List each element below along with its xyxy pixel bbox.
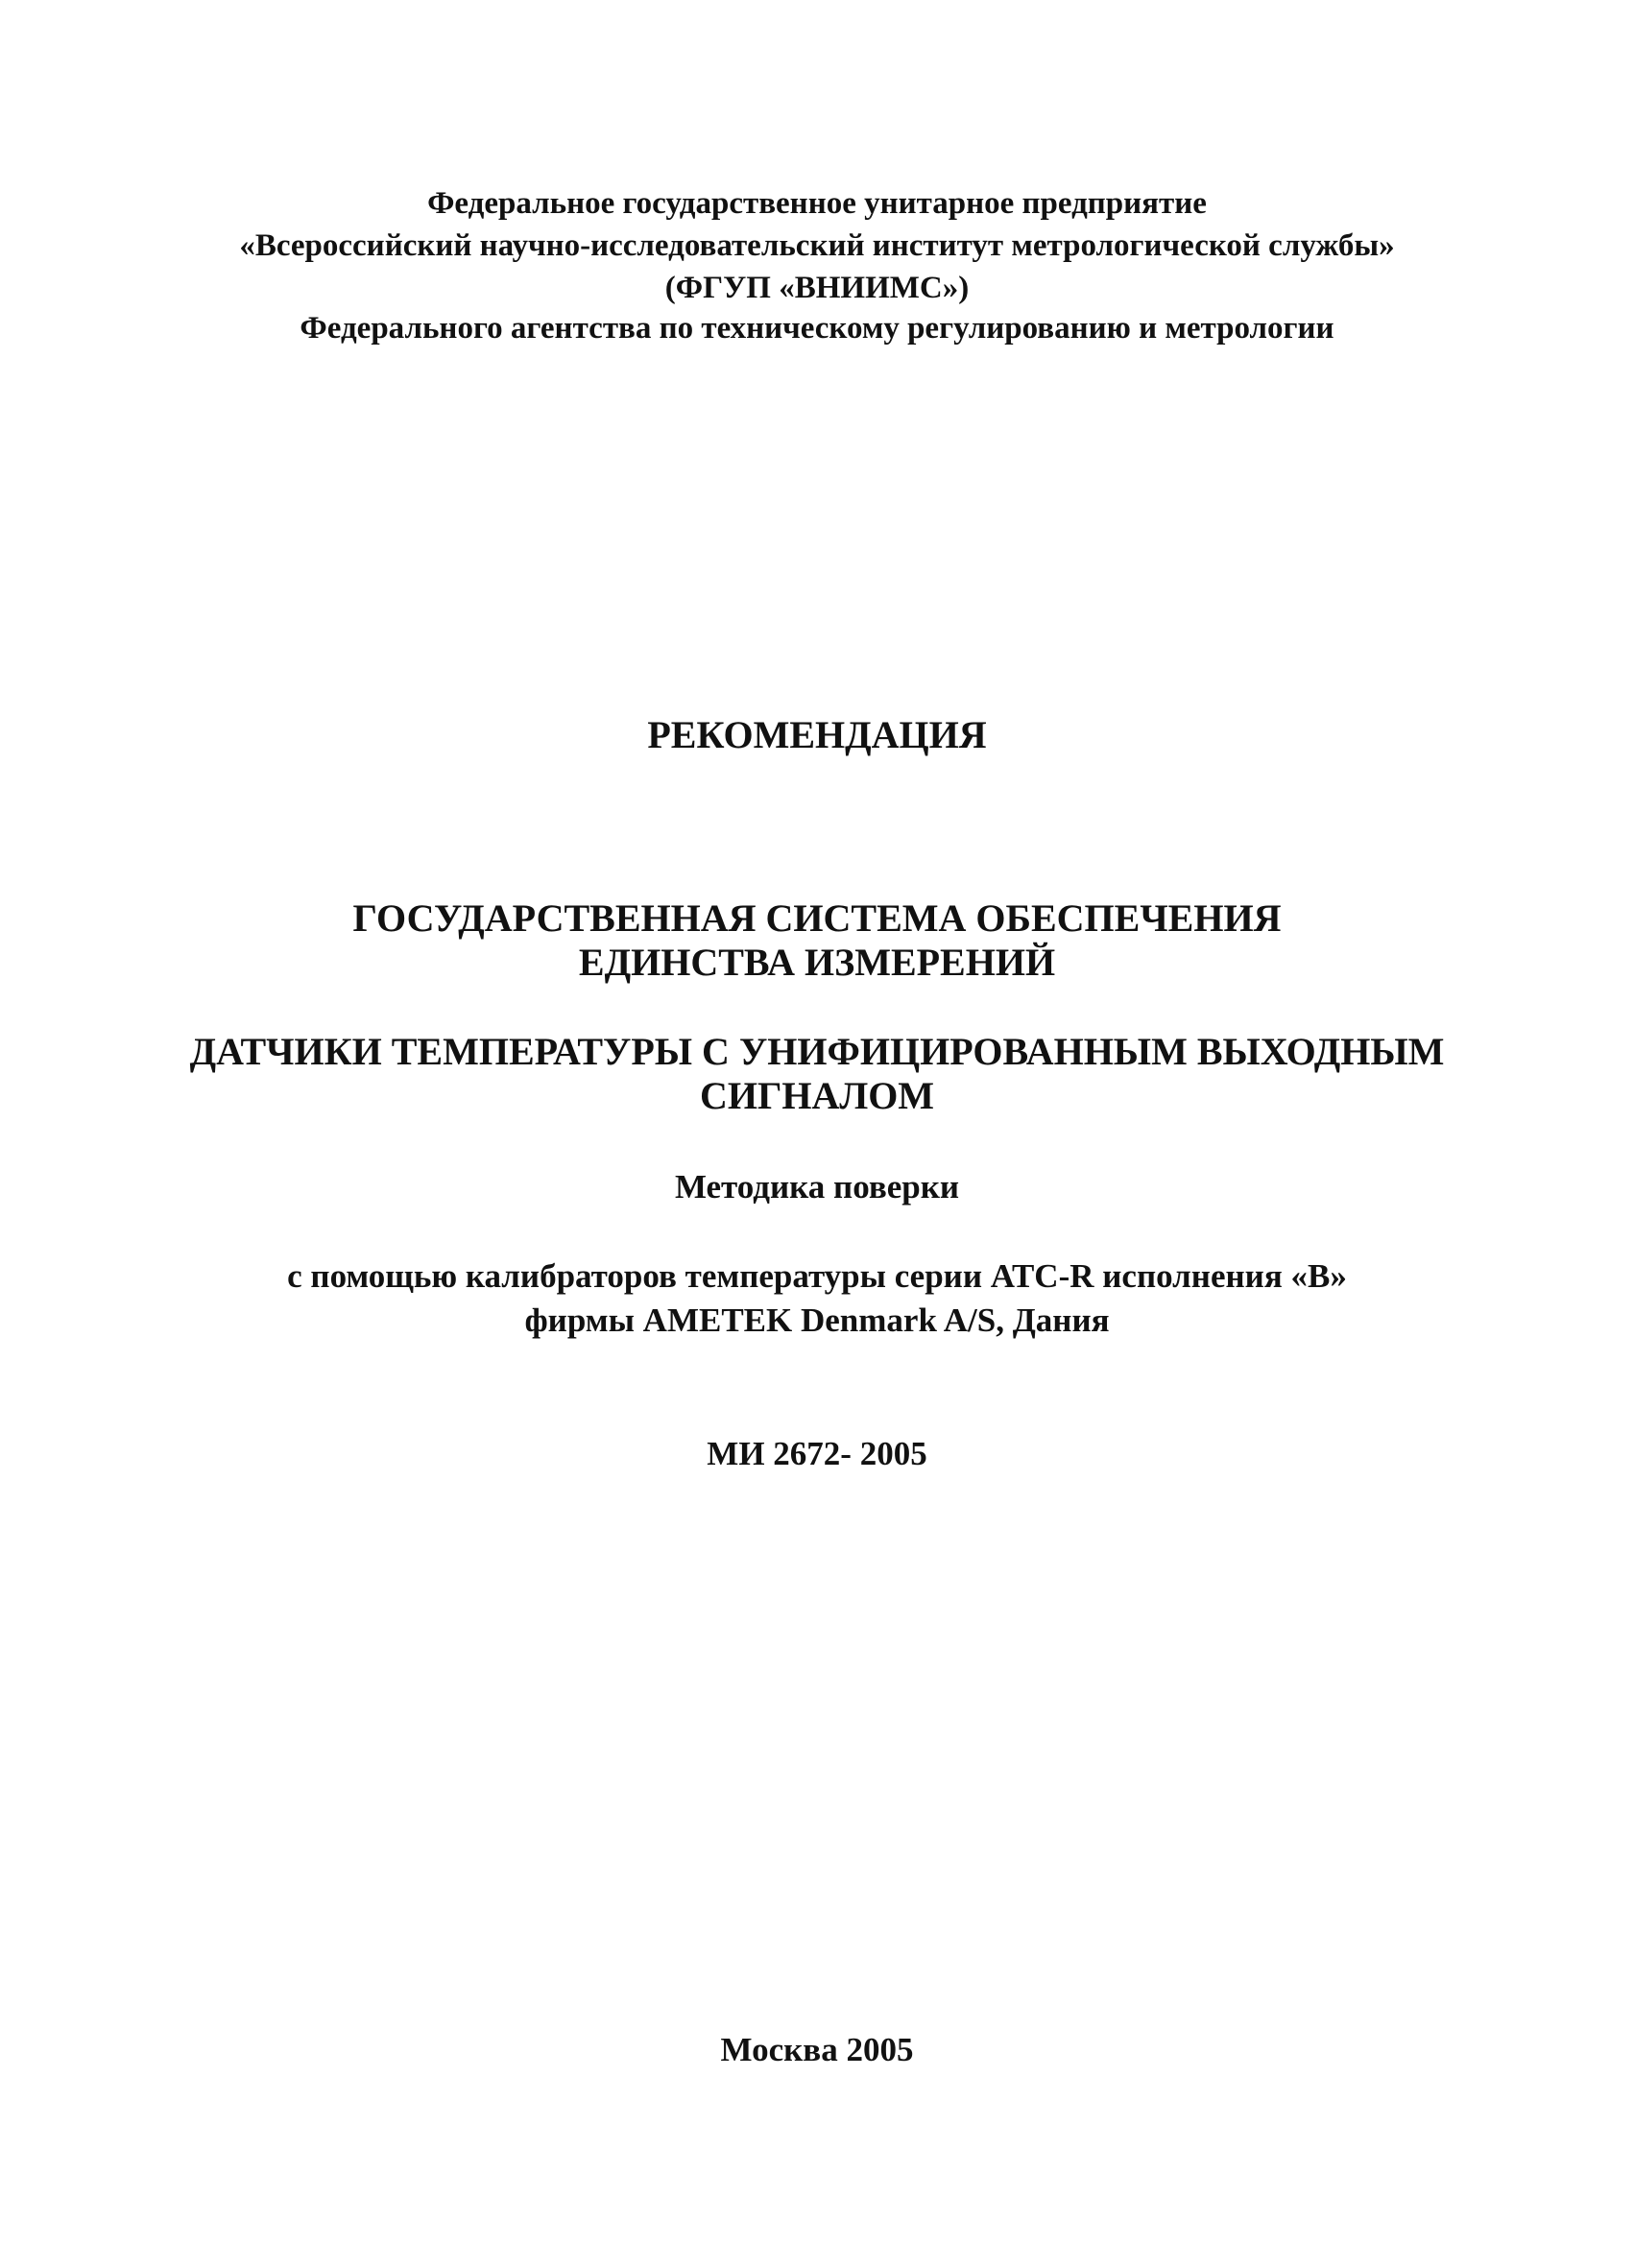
document-type: РЕКОМЕНДАЦИЯ [647,713,987,756]
subject-title-line-2: СИГНАЛОМ [699,1074,935,1117]
document-code: МИ 2672- 2005 [707,1435,927,1472]
system-title-line-1: ГОСУДАРСТВЕННАЯ СИСТЕМА ОБЕСПЕЧЕНИЯ [352,896,1282,940]
org-abbreviation: (ФГУП «ВНИИМС») [664,271,970,305]
scope-line-2: фирмы AMETEK Denmark A/S, Дания [524,1301,1110,1339]
org-name-line-2: «Всероссийский научно-исследовательский институт метрологической службы» [239,228,1395,263]
scope-line-1: с помощью калибраторов температуры серии АТС-R исполнения «В» [287,1257,1347,1295]
system-title-line-2: ЕДИНСТВА ИЗМЕРЕНИЙ [578,941,1056,984]
org-name-line-1: Федеральное государственное унитарное предприятие [427,186,1207,221]
subject-title-line-1: ДАТЧИКИ ТЕМПЕРАТУРЫ С УНИФИЦИРОВАННЫМ ВЫХОДНЫМ [189,1030,1445,1073]
method-title: Методика поверки [674,1168,960,1206]
place-and-year: Москва 2005 [720,2031,914,2068]
org-agency: Федерального агентства по техническому регулированию и метрологии [300,311,1334,346]
